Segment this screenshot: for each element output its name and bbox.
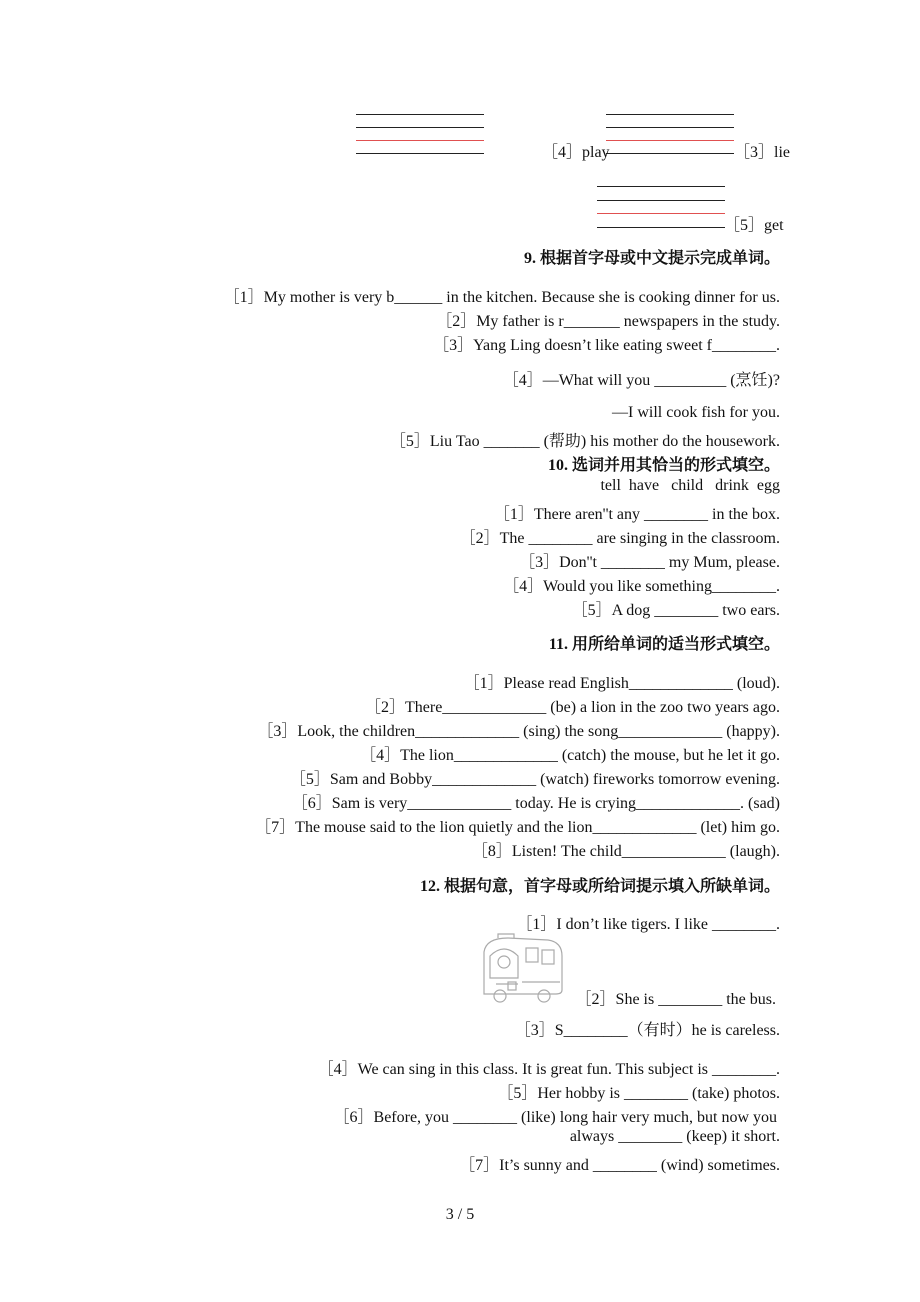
bus-illustration: [478, 932, 566, 1004]
section10-item-1: ［1］There aren''t any ________ in the box.: [493, 506, 780, 523]
section10-item-4: ［4］Would you like something________.: [503, 578, 780, 595]
section10-heading: 10. 选词并用其恰当的形式填空。: [547, 457, 780, 474]
page-number: 3 / 5: [445, 1206, 475, 1223]
get-label: ［5］get: [724, 217, 784, 234]
section11-item-8: ［8］Listen! The child_____________ (laugh).: [471, 843, 780, 860]
section9-heading: 9. 根据首字母或中文提示完成单词。: [523, 250, 780, 267]
section12-heading: 12. 根据句意，首字母或所给词提示填入所缺单词。: [419, 878, 780, 895]
section10-item-3: ［3］Don''t ________ my Mum, please.: [519, 554, 780, 571]
word-bank: tell have child drink egg: [600, 477, 780, 494]
section11-item-3: ［3］Look, the children_____________ (sing) the song_____________ (happy).: [257, 723, 780, 740]
section11-item-1: ［1］Please read English_____________ (loud).: [463, 675, 780, 692]
section11-item-6: ［6］Sam is very_____________ today. He is crying_____________. (sad): [291, 795, 780, 812]
section11-item-7: ［7］The mouse said to the lion quietly and the lion_____________ (let) him go.: [255, 819, 780, 836]
section12-item-6: ［6］Before, you ________ (like) long hair very much, but now you: [333, 1109, 777, 1126]
section9-item-2: ［2］My father is r_______ newspapers in the study.: [436, 313, 780, 330]
section12-item-4: ［4］We can sing in this class. It is great fun. This subject is ________.: [317, 1061, 780, 1078]
section12-item-2: ［2］She is ________ the bus.: [575, 991, 776, 1008]
section9-item-5: ［5］Liu Tao _______ (帮助) his mother do the housework.: [389, 433, 780, 450]
lie-label: ［3］lie: [734, 144, 790, 161]
play-label: ［4］play: [542, 144, 610, 161]
section12-item-1: ［1］I don’t like tigers. I like ________.: [516, 916, 780, 933]
section11-item-4: ［4］The lion_____________ (catch) the mouse, but he let it go.: [360, 747, 780, 764]
section9-item-4: ［4］—What will you _________ (烹饪)?: [502, 372, 780, 389]
section11-item-5: ［5］Sam and Bobby_____________ (watch) fireworks tomorrow evening.: [289, 771, 780, 788]
section12-item-6-cont: always ________ (keep) it short.: [569, 1128, 780, 1145]
section9-item-4-answer: —I will cook fish for you.: [612, 404, 780, 421]
section10-item-2: ［2］The ________ are singing in the classroom.: [459, 530, 780, 547]
section12-item-5: ［5］Her hobby is ________ (take) photos.: [497, 1085, 780, 1102]
section10-item-5: ［5］A dog ________ two ears.: [571, 602, 780, 619]
section11-item-2: ［2］There_____________ (be) a lion in the zoo two years ago.: [364, 699, 780, 716]
section11-heading: 11. 用所给单词的适当形式填空。: [548, 636, 780, 653]
section9-item-1: ［1］My mother is very b______ in the kitchen. Because she is cooking dinner for us.: [223, 289, 780, 306]
section9-item-3: ［3］Yang Ling doesn’t like eating sweet f________.: [433, 337, 780, 354]
section12-item-3: ［3］S________（有时）he is careless.: [514, 1022, 780, 1039]
section12-item-7: ［7］It’s sunny and ________ (wind) sometimes.: [459, 1157, 780, 1174]
